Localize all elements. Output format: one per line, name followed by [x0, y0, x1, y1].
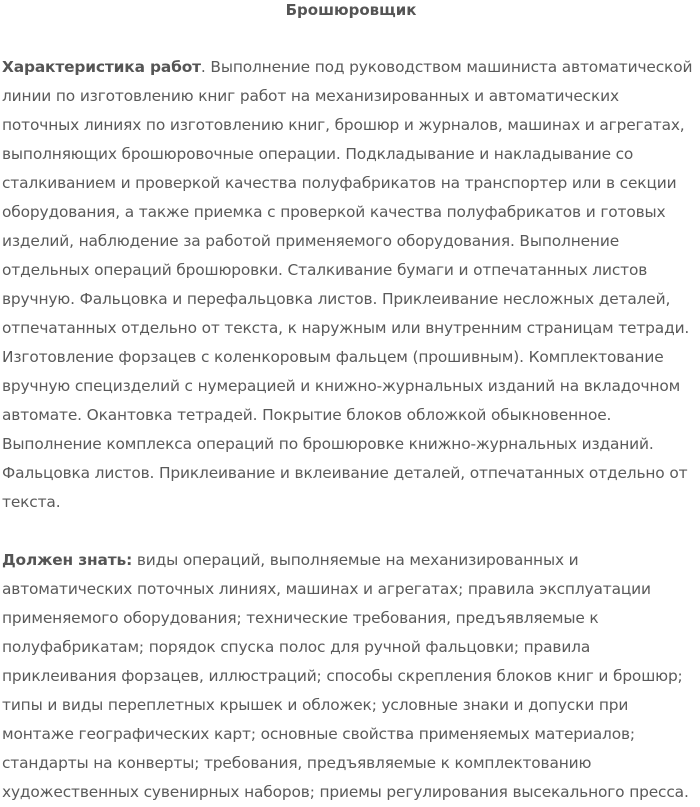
characteristics-text: . Выполнение под руководством машиниста автоматической линии по изготовлению книг работ на механизированных и автоматических поточных линиях по изготовлению книг, брошюр и журналов, машинах и агрегатах, выполняющих брошюровочные операции. Подкладывание и накладывание со сталкиванием и проверкой качества полуфабрикатов на транспортер или в секции оборудования, а также приемка с проверкой качества полуфабрикатов и готовых изделий, наблюдение за работой применяемого оборудования. Выполнение отдельных операций брошюровки. Сталкивание бумаги и отпечатанных листов вручную. Фальцовка и перефальцовка листов. Приклеивание несложных деталей, отпечатанных отдельно от текста, к наружным или внутренним страницам тетради. Изготовление форзацев с коленкоровым фальцем (прошивным). Комплектование вручную специзделий с нумерацией и книжно-журнальных изданий на вкладочном автомате. Окантовка тетрадей. Покрытие блоков обложкой обыкновенное. Выполнение комплекса операций по брошюровке книжно-журнальных изданий. Фальцовка листов. Приклеивание и вклеивание деталей, отпечатанных отдельно от текста. — [2, 58, 693, 511]
characteristics-paragraph — [2, 53, 700, 517]
knowledge-text: виды операций, выполняемые на механизированных и автоматических поточных линиях, машинах и агрегатах; правила эксплуатации применяемого оборудования; технические требования, предъявляемые к полуфабрикатам; порядок спуска полос для ручной фальцовки; правила приклеивания форзацев, иллюстраций; способы скрепления блоков книг и брошюр; типы и виды переплетных крышек и обложек; условные знаки и допуски при монтаже географических карт; основные свойства применяемых материалов; стандарты на конверты; требования, предъявляемые к комплектованию художественных сувенирных наборов; приемы регулирования высекального пресса. — [2, 551, 689, 801]
characteristics-heading: Характеристика работ — [2, 58, 201, 76]
page-title: Брошюровщик — [285, 1, 417, 19]
knowledge-paragraph — [2, 546, 700, 807]
knowledge-heading: Должен знать: — [2, 551, 133, 569]
